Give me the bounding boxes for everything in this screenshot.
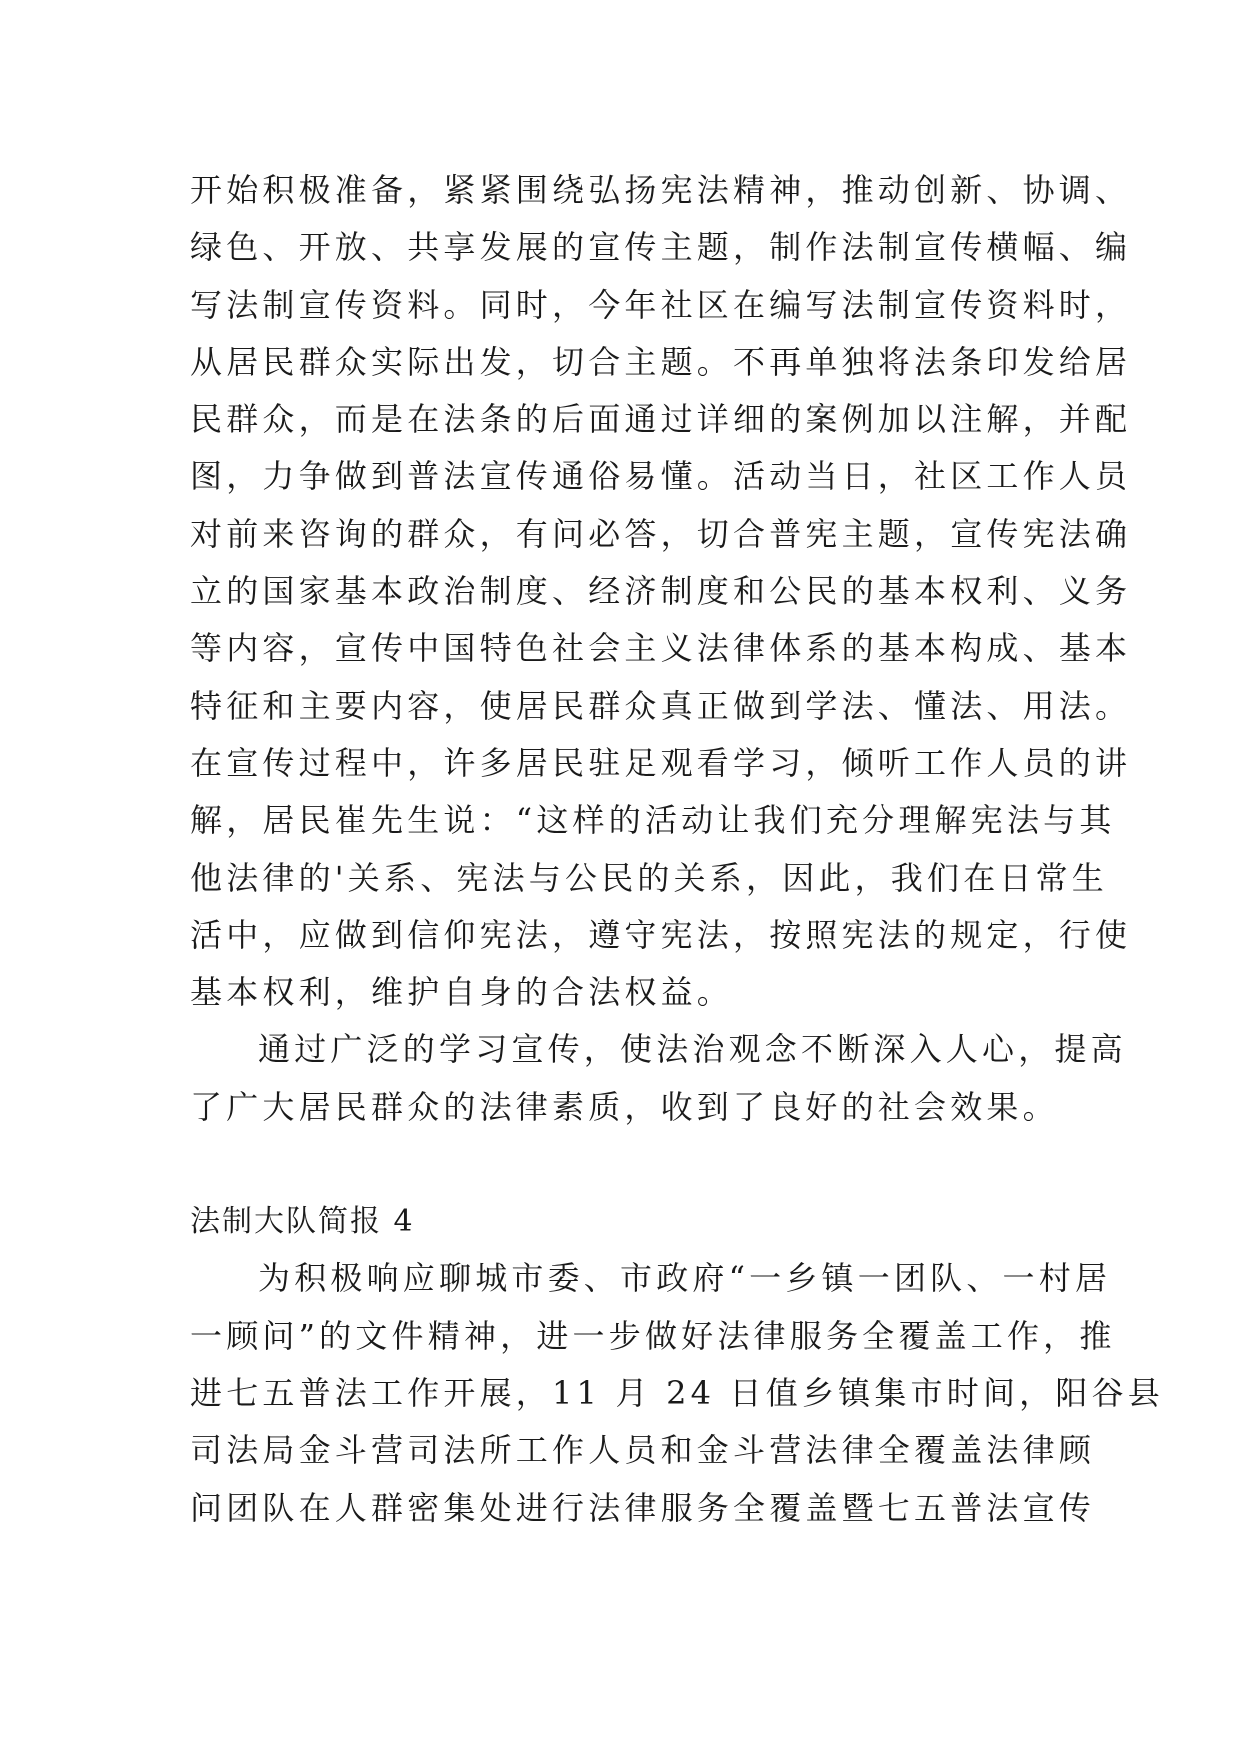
text-line: 图，力争做到普法宣传通俗易懂。活动当日，社区工作人员 (190, 457, 1132, 496)
text-line: 绿色、开放、共享发展的宣传主题，制作法制宣传横幅、编 (190, 228, 1132, 267)
text-line: 司法局金斗营司法所工作人员和金斗营法律全覆盖法律顾 (190, 1431, 1096, 1470)
paragraph-spacer (190, 1136, 1070, 1193)
section-heading: 法制大队简报 4 (190, 1204, 415, 1240)
text-line: 问团队在人群密集处进行法律服务全覆盖暨七五普法宣传 (190, 1488, 1096, 1527)
text-line: 活中，应做到信仰宪法，遵守宪法，按照宪法的规定，行使 (190, 915, 1132, 954)
text-line: 一顾问”的文件精神，进一步做好法律服务全覆盖工作，推 (190, 1316, 1116, 1355)
text-line: 立的国家基本政治制度、经济制度和公民的基本权利、义务 (190, 572, 1132, 611)
text-line: 等内容，宣传中国特色社会主义法律体系的基本构成、基本 (190, 629, 1132, 668)
text-line: 特征和主要内容，使居民群众真正做到学法、懂法、用法。 (190, 686, 1132, 725)
paragraph-2 (190, 1021, 1127, 1136)
text-line: 通过广泛的学习宣传，使法治观念不断深入人心，提高 (258, 1030, 1127, 1069)
text-line: 对前来咨询的群众，有问必答，切合普宪主题，宣传宪法确 (190, 514, 1132, 553)
paragraph-1 (190, 162, 1132, 1021)
document-body (190, 162, 1164, 1537)
text-line: 他法律的'关系、宪法与公民的关系，因此，我们在日常生 (190, 858, 1108, 897)
text-line: 基本权利，维护自身的合法权益。 (190, 973, 734, 1012)
text-line: 民群众，而是在法条的后面通过详细的案例加以注解，并配 (190, 400, 1132, 439)
paragraph-3 (190, 1250, 1164, 1536)
text-line: 进七五普法工作开展，11 月 24 日值乡镇集市时间，阳谷县 (190, 1373, 1164, 1412)
text-line: 解，居民崔先生说：“这样的活动让我们充分理解宪法与其 (190, 801, 1116, 840)
text-line: 在宣传过程中，许多居民驻足观看学习，倾听工作人员的讲 (190, 743, 1132, 782)
text-line: 开始积极准备，紧紧围绕弘扬宪法精神，推动创新、协调、 (190, 171, 1132, 209)
text-line: 了广大居民群众的法律素质，收到了良好的社会效果。 (190, 1087, 1059, 1126)
text-line: 为积极响应聊城市委、市政府“一乡镇一团队、一村居 (258, 1259, 1112, 1298)
text-line: 写法制宣传资料。同时，今年社区在编写法制宣传资料时， (190, 285, 1132, 324)
text-line: 从居民群众实际出发，切合主题。不再单独将法条印发给居 (190, 342, 1132, 381)
